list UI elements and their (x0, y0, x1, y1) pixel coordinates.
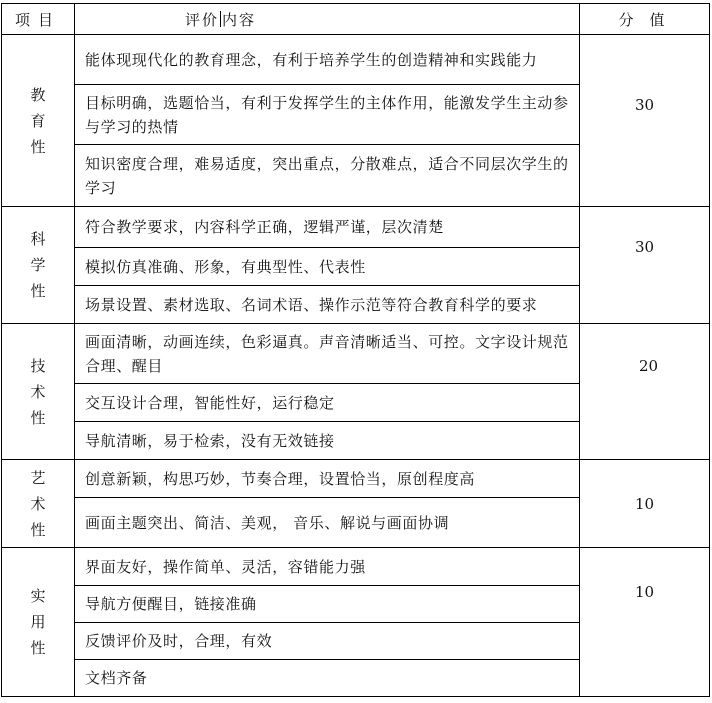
category-cell (2, 460, 75, 548)
criterion-cell: 界面友好，操作简单、灵活，容错能力强 (75, 548, 580, 586)
criterion-cell: 目标明确，选题恰当，有利于发挥学生的主体作用，能激发学生主动参与学习的热情 (75, 85, 580, 145)
criterion-cell: 导航方便醒目，链接准确 (75, 586, 580, 623)
category-label: 科学性 (30, 230, 46, 300)
category-label: 技术性 (30, 356, 46, 427)
criterion-cell: 知识密度合理，难易适度，突出重点，分散难点，适合不同层次学生的学习 (75, 145, 580, 207)
criterion-cell: 模拟仿真准确、形象，有典型性、代表性 (75, 248, 580, 286)
table-row (2, 35, 710, 85)
score-cell (580, 460, 710, 548)
category-label: 教育性 (30, 85, 46, 156)
table-row (2, 460, 710, 498)
score-value: 30 (634, 238, 655, 256)
category-cell (2, 35, 75, 207)
category-cell (2, 548, 75, 697)
criterion-cell: 符合教学要求，内容科学正确，逻辑严谨，层次清楚 (75, 207, 580, 248)
table-row (2, 324, 710, 384)
table-row (2, 207, 710, 248)
header-content-b: 内容 (222, 10, 257, 29)
header-content (75, 4, 580, 35)
evaluation-table (1, 3, 710, 697)
header-category: 项目 (2, 4, 75, 35)
category-label: 艺术性 (30, 468, 46, 539)
criterion-cell: 画面主题突出、简洁、美观， 音乐、解说与画面协调 (75, 498, 580, 548)
criterion-cell: 能体现现代化的教育理念，有利于培养学生的创造精神和实践能力 (75, 35, 580, 85)
criterion-cell: 反馈评价及时，合理，有效 (75, 623, 580, 660)
score-value: 30 (634, 96, 655, 114)
text-cursor (220, 11, 221, 27)
category-cell (2, 324, 75, 460)
category-cell (2, 207, 75, 324)
score-cell (580, 207, 710, 324)
criterion-cell: 画面清晰，动画连续，色彩逼真。声音清晰适当、可控。文字设计规范合理、醒目 (75, 324, 580, 384)
score-value: 10 (634, 583, 655, 601)
score-value: 20 (638, 357, 659, 375)
header-content-a: 评价 (185, 10, 220, 29)
criterion-cell: 场景设置、素材选取、名词术语、操作示范等符合教育科学的要求 (75, 286, 580, 324)
score-value: 10 (634, 495, 655, 513)
table-row (2, 548, 710, 586)
criterion-cell: 创意新颖，构思巧妙，节奏合理，设置恰当，原创程度高 (75, 460, 580, 498)
criterion-cell: 导航清晰，易于检索，没有无效链接 (75, 422, 580, 460)
criterion-cell: 交互设计合理，智能性好，运行稳定 (75, 384, 580, 422)
score-cell (580, 548, 710, 697)
category-label: 实用性 (30, 587, 46, 657)
criterion-cell: 文档齐备 (75, 660, 580, 697)
score-cell (580, 324, 710, 460)
header-score: 分值 (580, 4, 710, 35)
header-row (2, 4, 710, 35)
score-cell (580, 35, 710, 207)
